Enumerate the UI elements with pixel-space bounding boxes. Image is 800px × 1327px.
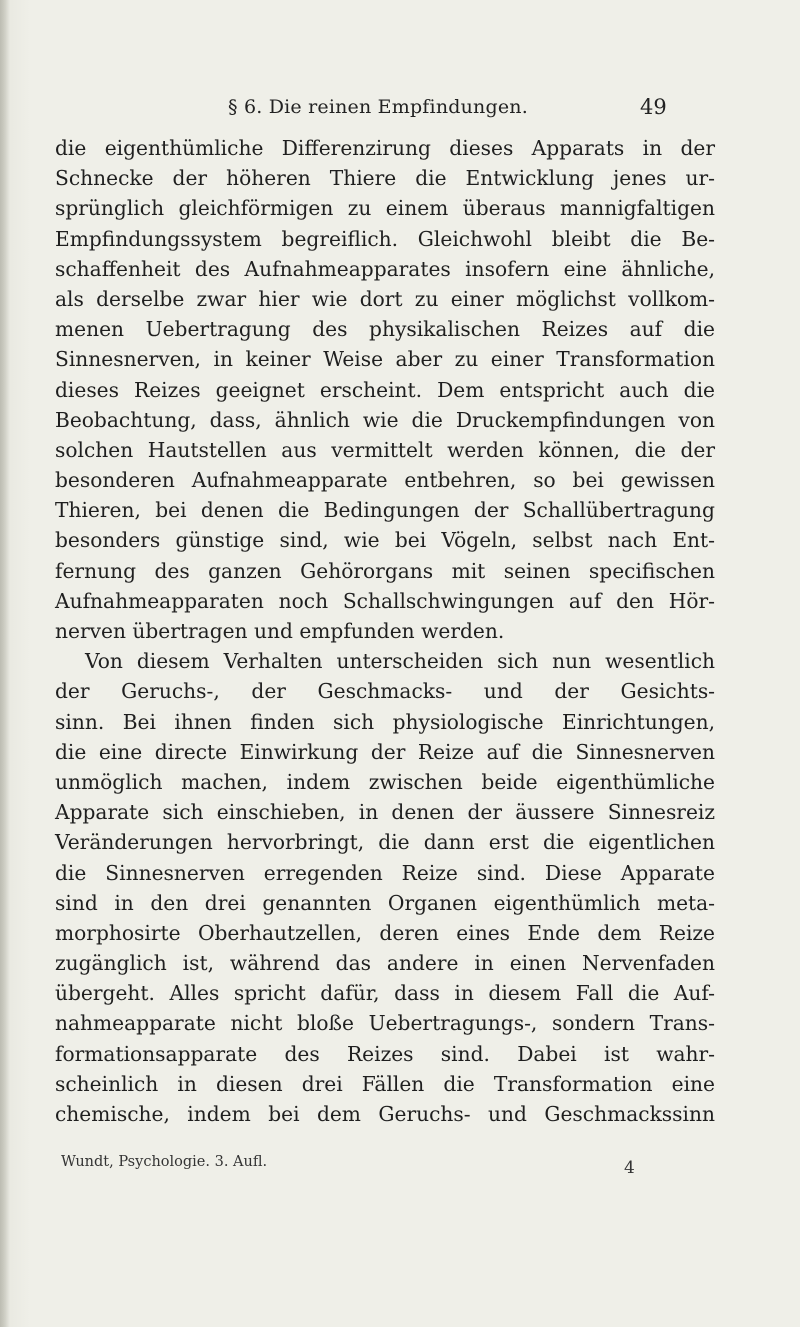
text-line: unmöglich machen, indem zwischen beide eigenthümliche [55, 769, 715, 794]
page-number: 49 [640, 95, 667, 119]
text-line: schaffenheit des Aufnahmeapparates insofern eine ähnliche, [55, 256, 715, 281]
page-footer [61, 1154, 661, 1180]
text-line: besonderen Aufnahmeapparate entbehren, so bei gewissen [55, 468, 715, 493]
text-line: übergeht. Alles spricht dafür, dass in diesem Fall die Auf- [55, 981, 715, 1006]
text-line-paragraph-end: nerven übertragen und empfunden werden. [55, 619, 505, 643]
text-line: Apparate sich einschieben, in denen der äussere Sinnesreiz [55, 800, 715, 825]
footer-citation: Wundt, Psychologie. 3. Aufl. [61, 1154, 268, 1170]
running-title: § 6. Die reinen Empfindungen. [228, 96, 528, 118]
text-line: besonders günstige sind, wie bei Vögeln, selbst nach Ent- [55, 528, 715, 553]
text-line: fernung des ganzen Gehörorgans mit seinen specifischen [55, 558, 715, 583]
text-line: sprünglich gleichförmigen zu einem überaus mannigfaltigen [55, 196, 715, 221]
text-line: sinn. Bei ihnen finden sich physiologische Einrichtungen, [55, 709, 715, 734]
text-line: Schnecke der höheren Thiere die Entwicklung jenes ur- [55, 166, 715, 191]
text-line: sind in den drei genannten Organen eigenthümlich meta- [55, 890, 715, 915]
text-line: solchen Hautstellen aus vermittelt werden können, die der [55, 437, 715, 462]
text-line: morphosirte Oberhautzellen, deren eines Ende dem Reize [55, 920, 715, 945]
text-line: der Geruchs-, der Geschmacks- und der Gesichts- [55, 679, 715, 704]
text-line-paragraph-start: Von diesem Verhalten unterscheiden sich nun wesentlich [85, 649, 715, 674]
body-text [55, 133, 715, 1129]
binding-shadow [0, 0, 10, 1327]
text-line: Empfindungssystem begreiflich. Gleichwohl bleibt die Be- [55, 226, 715, 251]
signature-mark: 4 [624, 1158, 635, 1178]
text-line: zugänglich ist, während das andere in einen Nervenfaden [55, 951, 715, 976]
text-line: scheinlich in diesen drei Fällen die Transformation eine [55, 1071, 715, 1096]
text-line: formationsapparate des Reizes sind. Dabei ist wahr- [55, 1041, 715, 1066]
text-line: menen Uebertragung des physikalischen Reizes auf die [55, 317, 715, 342]
text-line: als derselbe zwar hier wie dort zu einer möglichst vollkom- [55, 286, 715, 311]
text-line: die eigenthümliche Differenzirung dieses Apparats in der [55, 136, 715, 160]
text-line: Thieren, bei denen die Bedingungen der Schallübertragung [55, 498, 715, 523]
text-line: chemische, indem bei dem Geruchs- und Geschmackssinn [55, 1102, 715, 1126]
text-line: Aufnahmeapparaten noch Schallschwingungen auf den Hör- [55, 588, 715, 613]
text-line: nahmeapparate nicht bloße Uebertragungs-, sondern Trans- [55, 1011, 715, 1036]
text-line: Beobachtung, dass, ähnlich wie die Druckempfindungen von [55, 407, 715, 432]
text-line: Veränderungen hervorbringt, die dann erst die eigentlichen [55, 830, 715, 855]
text-line: die Sinnesnerven erregenden Reize sind. Diese Apparate [55, 860, 715, 885]
text-line: Sinnesnerven, in keiner Weise aber zu einer Transformation [55, 347, 715, 372]
text-line: die eine directe Einwirkung der Reize auf die Sinnesnerven [55, 739, 715, 764]
text-line: dieses Reizes geeignet erscheint. Dem entspricht auch die [55, 377, 715, 402]
running-head [228, 96, 788, 126]
